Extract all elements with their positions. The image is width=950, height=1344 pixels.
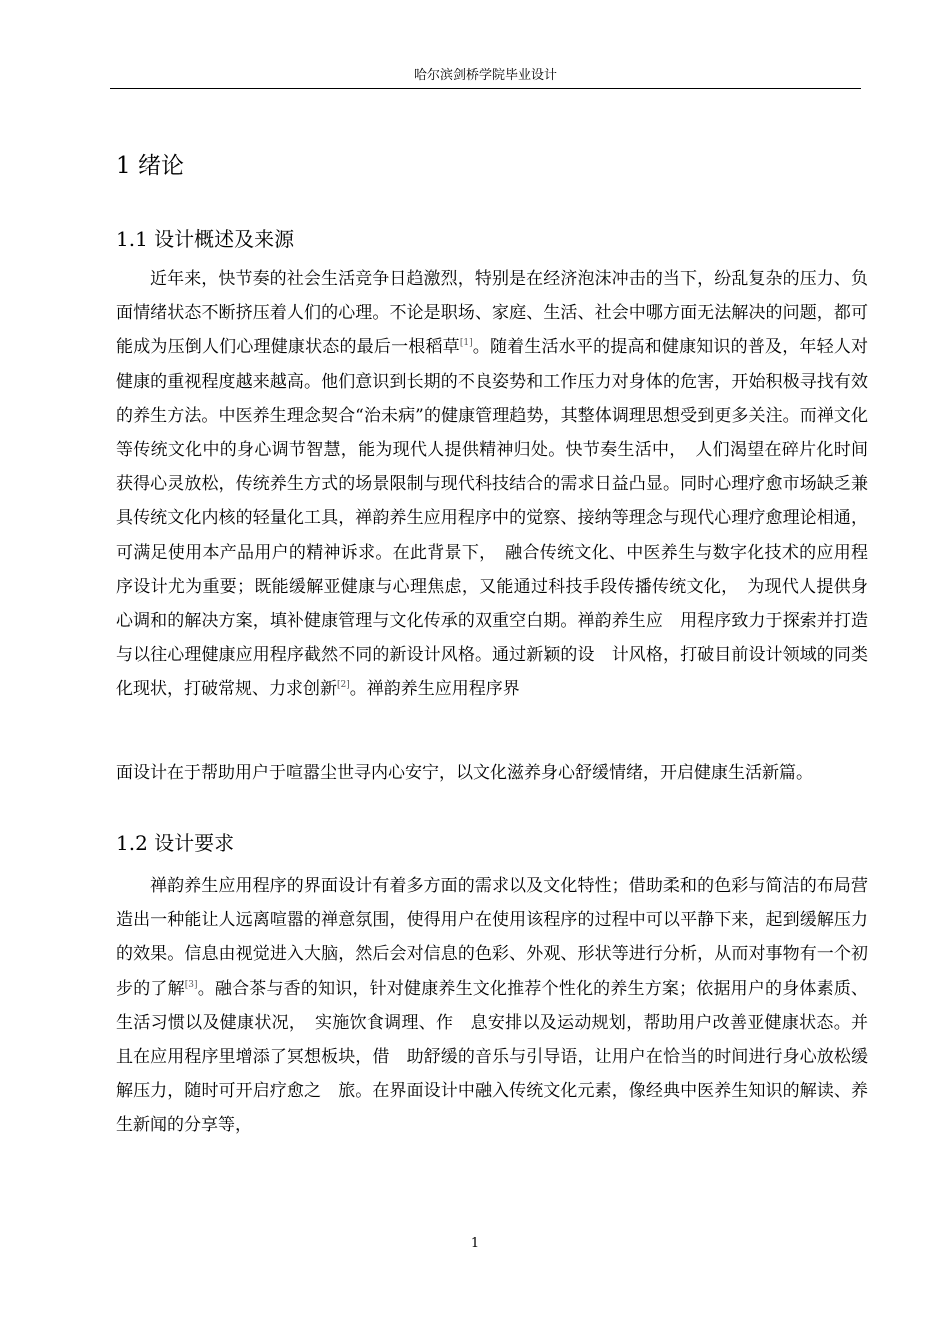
header-rule (110, 88, 861, 89)
chapter-title: 1 绪论 (116, 153, 184, 179)
paragraph-text: 。禅韵养生应用程序界 (349, 679, 520, 700)
paragraph-text: 。融合茶与香的知识，针对健康养生文化推荐个性化的养生方案；依据用户的身体素质、生活习惯以及健康状况， 实施饮食调理、作 息安排以及运动规划，帮助用户改善亚健康状态。并且在应用程序里增添了冥想板块，借 助舒缓的音乐与引导语，让用户在恰当的时间进行身心放松缓解压力，随时可开启疗愈之 旅。在界面设计中融入传统文化元素，像经典中医养生知识的解读、养生新闻的分享等， (116, 978, 869, 1136)
paragraph-text: 。随着生活水平的提高和健康知识的普及，年轻人对健康的重视程度越来越高。他们意识到长期的不良姿势和工作压力对身体的危害，开始积极寻找有效的养生方法。中医养生理念契合“治未病”的健康管理趋势，其整体调理思想受到更多关注。而禅文化等传统文化中的身心调节智慧，能为现代人提供精神归处。快节奏生活中， 人们渴望在碎片化时间获得心灵放松，传统养生方式的场景限制与现代科技结合的需求日益凸显。同时心理疗愈市场缺乏兼具传统文化内核的轻量化工具，禅韵养生应用程序中的觉察、接纳等理念与现代心理疗愈理论相通，可满足使用本产品用户的精神诉求。在此背景下， 融合传统文化、中医养生与数字化技术的应用程序设计尤为重要；既能缓解亚健康与心理焦虑，又能通过科技手段传播传统文化， 为现代人提供身心调和的解决方案，填补健康管理与文化传承的双重空白期。禅韵养生应 用程序致力于探索并打造与以往心理健康应用程序截然不同的新设计风格。通过新颖的设 计风格，打破目前设计领域的同类化现状，打破常规、力求创新 (116, 337, 869, 700)
page-number: 1 (470, 1236, 480, 1251)
paragraph-text: 近年来，快节奏的社会生活竞争日趋激烈，特别是在经济泡沫冲击的当下，纷乱复杂的压力、负面情绪状态不断挤压着人们的心理。不论是职场、家庭、生活、社会中哪方面无法解决的问题，都可能成为压倒人们心理健康状态的最后一根稻草 (116, 269, 868, 358)
section-1-1-paragraph-continued: 面设计在于帮助用户于喧嚣尘世寻内心安宁，以文化滋养身心舒缓情绪，开启健康生活新篇。 (116, 763, 813, 783)
citation-ref-3: [3] (184, 979, 198, 990)
citation-ref-2: [2] (337, 680, 350, 691)
citation-ref-1: [1] (459, 338, 473, 349)
section-1-1-paragraph (116, 262, 868, 707)
section-1-2-title: 1.2 设计要求 (116, 831, 235, 855)
section-1-2-paragraph (116, 869, 868, 1143)
paragraph-text: 禅韵养生应用程序的界面设计有着多方面的需求以及文化特性；借助柔和的色彩与简洁的布局营造出一种能让人远离喧嚣的禅意氛围，使得用户在使用该程序的过程中可以平静下来，起到缓解压力的效果。信息由视觉进入大脑，然后会对信息的色彩、外观、形状等进行分析，从而对事物有一个初步的了解 (116, 876, 868, 999)
running-header: 哈尔滨剑桥学院毕业设计 (413, 68, 557, 83)
section-1-1-title: 1.1 设计概述及来源 (116, 227, 295, 251)
